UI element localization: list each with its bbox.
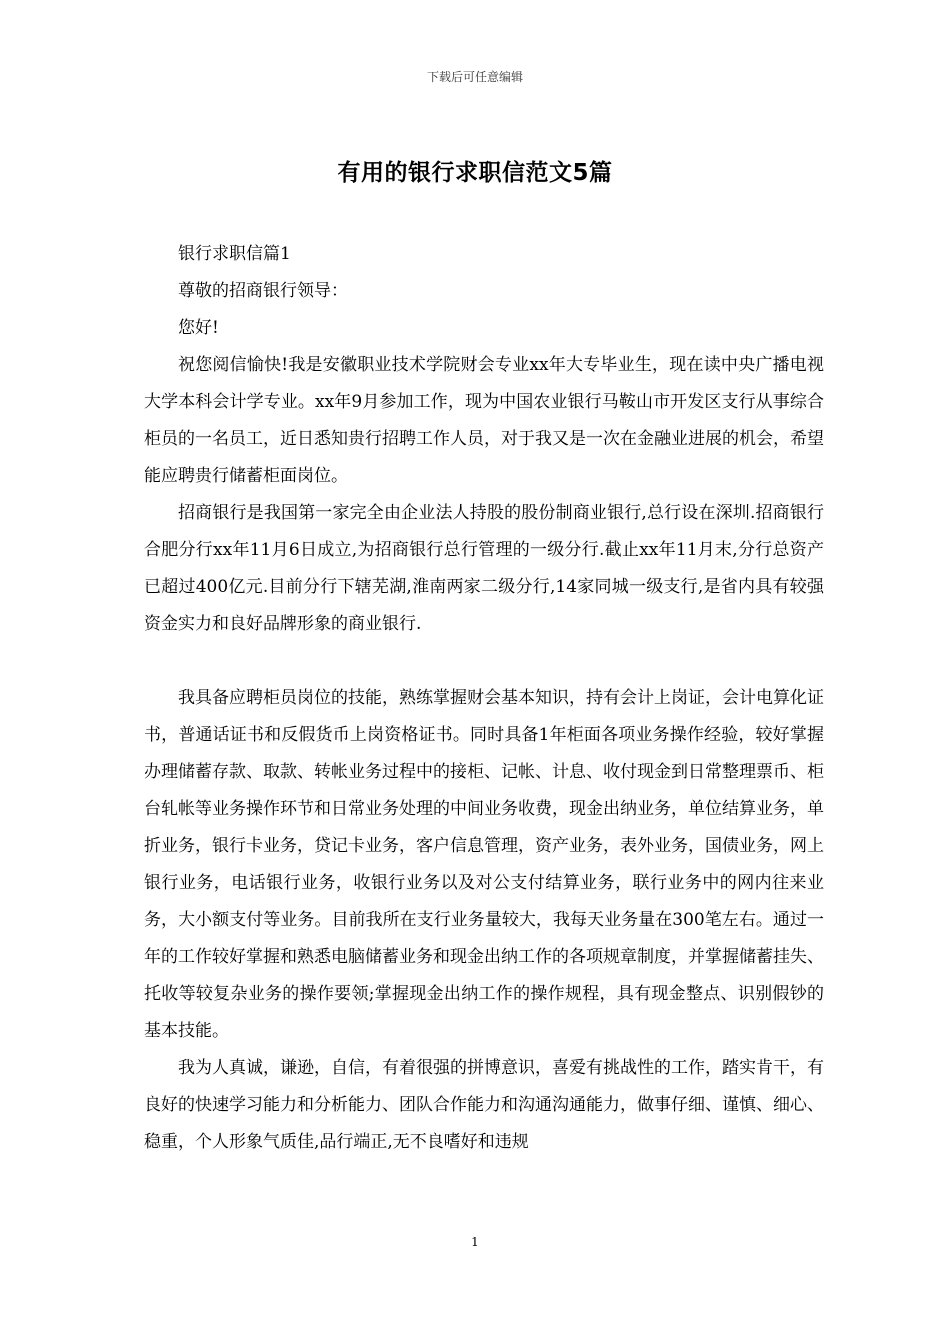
document-body bbox=[144, 236, 824, 1161]
page-header: 下载后可任意编辑 bbox=[426, 70, 523, 84]
salutation: 尊敬的招商银行领导： bbox=[178, 281, 348, 301]
paragraph-intro: 祝您阅信愉快!我是安徽职业技术学院财会专业xx年大专毕业生，现在读中央广播电视大学本科会计学专业。xx年9月参加工作，现为中国农业银行马鞍山市开发区支行从事综合柜员的一名员工，近日悉知贵行招聘工作人员，对于我又是一次在金融业进展的机会，希望能应聘贵行储蓄柜面岗位。 bbox=[144, 355, 824, 486]
page-number: 1 bbox=[471, 1235, 479, 1249]
document-title: 有用的银行求职信范文5篇 bbox=[337, 160, 613, 186]
paragraph-bank-info: 招商银行是我国第一家完全由企业法人持股的股份制商业银行,总行设在深圳.招商银行合肥分行xx年11月6日成立,为招商银行总行管理的一级分行.截止xx年11月末,分行总资产已超过400亿元.目前分行下辖芜湖,淮南两家二级分行,14家同城一级支行,是省内具有较强资金实力和良好品牌形象的商业银行. bbox=[144, 503, 824, 634]
paragraph-personal: 我为人真诚，谦逊，自信，有着很强的拼博意识，喜爱有挑战性的工作，踏实肯干，有良好的快速学习能力和分析能力、团队合作能力和沟通沟通能力，做事仔细、谨慎、细心、稳重，个人形象气质佳,品行端正,无不良嗜好和违规 bbox=[144, 1058, 824, 1152]
paragraph-skills: 我具备应聘柜员岗位的技能，熟练掌握财会基本知识，持有会计上岗证，会计电算化证书，普通话证书和反假货币上岗资格证书。同时具备1年柜面各项业务操作经验，较好掌握办理储蓄存款、取款、转帐业务过程中的接柜、记帐、计息、收付现金到日常整理票币、柜台轧帐等业务操作环节和日常业务处理的中间业务收费，现金出纳业务，单位结算业务，单折业务，银行卡业务，贷记卡业务，客户信息管理，资产业务，表外业务，国债业务，网上银行业务，电话银行业务，收银行业务以及对公支付结算业务，联行业务中的网内往来业务，大小额支付等业务。目前我所在支行业务量较大，我每天业务量在300笔左右。通过一年的工作较好掌握和熟悉电脑储蓄业务和现金出纳工作的各项规章制度，并掌握储蓄挂失、托收等较复杂业务的操作要领;掌握现金出纳工作的操作规程，具有现金整点、识别假钞的基本技能。 bbox=[144, 688, 824, 1041]
greeting: 您好! bbox=[178, 318, 219, 338]
section-heading: 银行求职信篇1 bbox=[178, 244, 291, 264]
